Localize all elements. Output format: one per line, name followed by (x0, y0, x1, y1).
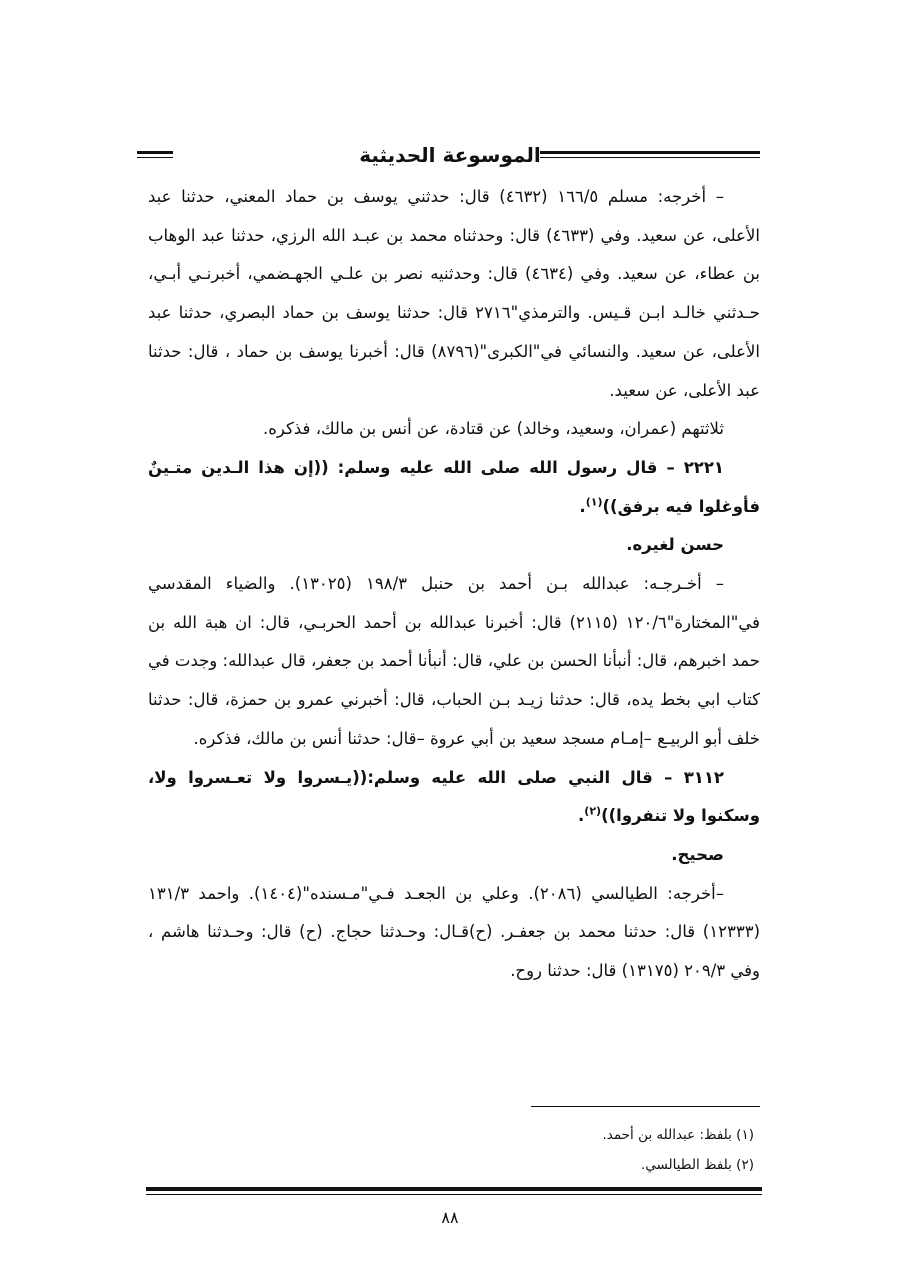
hadith-paragraph (148, 449, 760, 526)
footnote-1: (١) بلفظ: عبدالله بن أحمد. (602, 1127, 754, 1143)
paragraph-tail: . (578, 806, 585, 826)
footer-rule-thick (146, 1187, 762, 1191)
paragraph-text: صحيح. (671, 844, 724, 864)
hadith-paragraph (148, 759, 760, 836)
footnote-2: (٢) بلفظ الطيالسي. (640, 1157, 754, 1173)
footnote-ref[interactable]: (١) (585, 495, 603, 509)
paragraph-text: – أخرجه: مسلم ١٦٦/٥ (٤٦٣٢) قال: حدثني يوسف بن حماد المعني، حدثنا عبد الأعلى، عن سعيد. وفي (٤٦٣٣) قال: وحدثناه محمد بن عبـد الله الرزي، حدثنا عبد الوهاب بن عطاء، عن سعيد. وفي (٤٦٣٤) قال: وحدثنيه نصر بن علـي الجهـضمي، أخبرنـي أبـي، حـدثني خالـد ابـن قـيس. والترمذي"٢٧١٦ قال: حدثنا يوسف بن حماد البصري، حدثنا عبد الأعلى، عن سعيد. والنسائي في"الكبرى"(٨٧٩٦) قال: أخبرنا يوسف بن حماد ، قال: حدثنا عبد الأعلى، عن سعيد. (148, 187, 760, 400)
text-paragraph (148, 178, 760, 410)
grade-paragraph (148, 836, 760, 875)
paragraph-text: – أخـرجـه: عبدالله بـن أحمد بن حنبل ١٩٨/٣ (١٣٠٢٥). والضياء المقدسي في"المختارة"١٢٠/٦ (٢١١٥) قال: أخبرنا عبدالله بن أحمد الحربـي، قال: ان هبة الله بن حمد اخبرهم، قال: أنبأنا الحسن بن علي، قال: أنبأنا أحمد بن جعفر، قال عبدالله: وجدت في كتاب ابي بخط يده، قال: حدثنا زيـد بـن الحباب، قال: أخبرني عمرو بن حمزة، قال: حدثنا خلف أبو الربيـع –إمـام مسجد سعيد بن أبي عروة –قال: حدثنا أنس بن مالك، فذكره. (148, 574, 760, 748)
page-body (148, 178, 760, 991)
paragraph-tail: . (579, 496, 586, 516)
text-paragraph (148, 410, 760, 449)
running-header-title: الموسوعة الحديثية (359, 143, 541, 167)
paragraph-text: –أخرجه: الطيالسي (٢٠٨٦). وعلي بن الجعـد فـي"مـسنده"(١٤٠٤). واحمد ١٣١/٣ (١٢٣٣٣) قال: حدثنا محمد بن جعفـر. (ح)قـال: وحـدثنا حجاج. (ح) قال: وحـدثنا هاشم ، وفي ٢٠٩/٣ (١٣١٧٥) قال: حدثنا روح. (148, 883, 760, 981)
footnote-separator (531, 1106, 760, 1107)
paragraph-text: ٢٢٢١ – قال رسول الله صلى الله عليه وسلم: ((إن هذا الـدين متـينٌ فأوغلوا فيه برفق)) (148, 457, 760, 516)
paragraph-text: ٣١١٢ – قال النبي صلى الله عليه وسلم:((يـسروا ولا تعـسروا ولا، وسكنوا ولا تنفروا)) (148, 767, 760, 826)
paragraph-text: حسن لغيره. (626, 535, 724, 555)
text-paragraph (148, 565, 760, 759)
footer-rule-thin (146, 1194, 762, 1195)
footnote-ref[interactable]: (٢) (584, 804, 602, 818)
grade-paragraph (148, 526, 760, 565)
paragraph-text: ثلاثتهم (عمران، وسعيد، وخالد) عن قتادة، عن أنس بن مالك، فذكره. (263, 419, 724, 439)
text-paragraph (148, 875, 760, 991)
page-number: ٨٨ (441, 1208, 459, 1227)
footnotes (148, 1120, 760, 1180)
